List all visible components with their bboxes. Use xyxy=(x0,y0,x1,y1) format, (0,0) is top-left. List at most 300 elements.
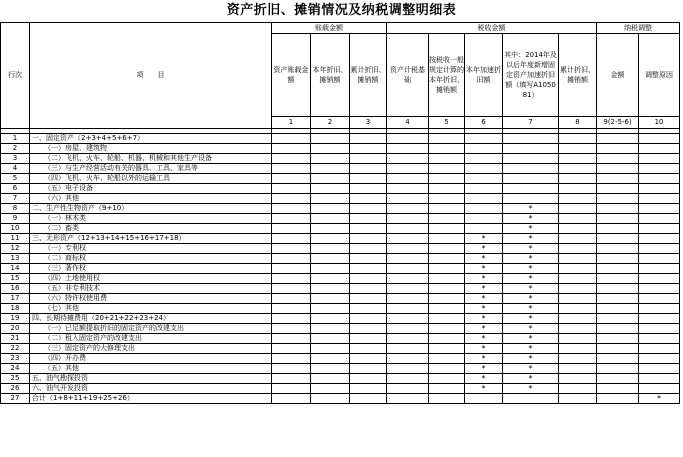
row-number: 11 xyxy=(1,234,30,244)
value-cell xyxy=(272,384,311,394)
value-cell xyxy=(639,284,680,294)
value-cell xyxy=(429,244,465,254)
value-cell xyxy=(559,384,597,394)
value-cell xyxy=(597,234,639,244)
value-cell xyxy=(465,164,503,174)
not-applicable-mark: * xyxy=(465,274,503,284)
value-cell xyxy=(387,344,429,354)
not-applicable-mark: * xyxy=(503,314,559,324)
value-cell xyxy=(597,344,639,354)
value-cell xyxy=(311,234,350,244)
value-cell xyxy=(429,144,465,154)
table-row xyxy=(1,204,680,214)
value-cell xyxy=(429,324,465,334)
value-cell xyxy=(559,134,597,144)
value-cell xyxy=(311,384,350,394)
value-cell xyxy=(639,134,680,144)
value-cell xyxy=(311,294,350,304)
value-cell xyxy=(350,134,387,144)
row-number: 27 xyxy=(1,394,30,404)
not-applicable-mark: * xyxy=(503,244,559,254)
row-label: （五）其他 xyxy=(30,364,272,374)
value-cell xyxy=(429,294,465,304)
column-number: 4 xyxy=(387,117,429,129)
value-cell xyxy=(272,364,311,374)
value-cell xyxy=(387,284,429,294)
value-cell xyxy=(272,304,311,314)
value-cell xyxy=(503,194,559,204)
value-cell xyxy=(639,254,680,264)
value-cell xyxy=(503,144,559,154)
row-label: 合计（1+8+11+19+25+26） xyxy=(30,394,272,404)
value-cell xyxy=(387,304,429,314)
value-cell xyxy=(387,394,429,404)
row-number: 12 xyxy=(1,244,30,254)
value-cell xyxy=(597,294,639,304)
value-cell xyxy=(429,284,465,294)
value-cell xyxy=(503,164,559,174)
value-cell xyxy=(350,284,387,294)
value-cell xyxy=(559,244,597,254)
value-cell xyxy=(597,154,639,164)
value-cell xyxy=(639,154,680,164)
row-label: （五）非专利技术 xyxy=(30,284,272,294)
table-row xyxy=(1,184,680,194)
value-cell xyxy=(429,354,465,364)
value-cell xyxy=(639,354,680,364)
value-cell xyxy=(272,234,311,244)
value-cell xyxy=(597,214,639,224)
value-cell xyxy=(639,244,680,254)
row-label: 五、油气勘探投资 xyxy=(30,374,272,384)
row-label: 三、无形资产（12+13+14+15+16+17+18） xyxy=(30,234,272,244)
value-cell xyxy=(429,364,465,374)
row-number: 7 xyxy=(1,194,30,204)
column-header: 本年折旧、摊销额 xyxy=(311,34,350,117)
value-cell xyxy=(311,254,350,264)
column-header: 累计折旧、摊销额 xyxy=(350,34,387,117)
value-cell xyxy=(350,384,387,394)
value-cell xyxy=(387,274,429,284)
column-header: 调整原因 xyxy=(639,34,680,117)
not-applicable-mark: * xyxy=(503,324,559,334)
not-applicable-mark: * xyxy=(465,264,503,274)
row-number: 15 xyxy=(1,274,30,284)
value-cell xyxy=(272,144,311,154)
value-cell xyxy=(429,314,465,324)
column-number: 10 xyxy=(639,117,680,129)
row-number: 6 xyxy=(1,184,30,194)
row-label: （四）土地使用权 xyxy=(30,274,272,284)
value-cell xyxy=(429,184,465,194)
not-applicable-mark: * xyxy=(503,294,559,304)
row-label: （四）开办费 xyxy=(30,354,272,364)
not-applicable-mark: * xyxy=(503,254,559,264)
value-cell xyxy=(559,184,597,194)
value-cell xyxy=(597,284,639,294)
table-row xyxy=(1,144,680,154)
value-cell xyxy=(272,354,311,364)
not-applicable-mark: * xyxy=(465,354,503,364)
value-cell xyxy=(311,174,350,184)
value-cell xyxy=(639,334,680,344)
value-cell xyxy=(350,274,387,284)
value-cell xyxy=(597,134,639,144)
value-cell xyxy=(350,364,387,374)
not-applicable-mark: * xyxy=(465,344,503,354)
value-cell xyxy=(639,164,680,174)
value-cell xyxy=(465,154,503,164)
table-row xyxy=(1,174,680,184)
value-cell xyxy=(311,144,350,154)
value-cell xyxy=(559,224,597,234)
table-row xyxy=(1,304,680,314)
row-label: （二）飞机、火车、轮船、机器、机械和其他生产设备 xyxy=(30,154,272,164)
value-cell xyxy=(597,374,639,384)
value-cell xyxy=(559,294,597,304)
value-cell xyxy=(559,174,597,184)
row-label: （二）畜类 xyxy=(30,224,272,234)
not-applicable-mark: * xyxy=(503,344,559,354)
not-applicable-mark: * xyxy=(465,284,503,294)
value-cell xyxy=(350,174,387,184)
value-cell xyxy=(429,274,465,284)
row-number: 26 xyxy=(1,384,30,394)
value-cell xyxy=(559,274,597,284)
value-cell xyxy=(272,224,311,234)
value-cell xyxy=(350,324,387,334)
value-cell xyxy=(465,214,503,224)
value-cell xyxy=(272,284,311,294)
value-cell xyxy=(350,154,387,164)
not-applicable-mark: * xyxy=(503,234,559,244)
value-cell xyxy=(350,354,387,364)
value-cell xyxy=(350,344,387,354)
value-cell xyxy=(559,364,597,374)
row-number: 25 xyxy=(1,374,30,384)
value-cell xyxy=(465,224,503,234)
value-cell xyxy=(311,274,350,284)
value-cell xyxy=(639,324,680,334)
value-cell xyxy=(639,184,680,194)
value-cell xyxy=(272,134,311,144)
value-cell xyxy=(429,154,465,164)
row-number: 3 xyxy=(1,154,30,164)
value-cell xyxy=(387,334,429,344)
row-label: 四、长期待摊费用（20+21+22+23+24） xyxy=(30,314,272,324)
value-cell xyxy=(387,374,429,384)
value-cell xyxy=(639,174,680,184)
value-cell xyxy=(559,304,597,314)
value-cell xyxy=(597,184,639,194)
value-cell xyxy=(465,144,503,154)
value-cell xyxy=(311,164,350,174)
value-cell xyxy=(597,204,639,214)
value-cell xyxy=(311,334,350,344)
not-applicable-mark: * xyxy=(639,394,680,404)
value-cell xyxy=(559,354,597,364)
not-applicable-mark: * xyxy=(465,294,503,304)
table-row xyxy=(1,214,680,224)
value-cell xyxy=(639,214,680,224)
not-applicable-mark: * xyxy=(503,264,559,274)
not-applicable-mark: * xyxy=(503,354,559,364)
value-cell xyxy=(272,274,311,284)
table-row xyxy=(1,274,680,284)
not-applicable-mark: * xyxy=(503,284,559,294)
value-cell xyxy=(429,214,465,224)
value-cell xyxy=(311,374,350,384)
row-label: （五）电子设备 xyxy=(30,184,272,194)
value-cell xyxy=(311,264,350,274)
row-label: （四）飞机、火车、轮船以外的运输工具 xyxy=(30,174,272,184)
row-label: 一、固定资产（2+3+4+5+6+7） xyxy=(30,134,272,144)
column-number: 7 xyxy=(503,117,559,129)
row-label: （一）专利权 xyxy=(30,244,272,254)
row-number: 17 xyxy=(1,294,30,304)
value-cell xyxy=(350,304,387,314)
value-cell xyxy=(272,254,311,264)
value-cell xyxy=(311,324,350,334)
value-cell xyxy=(387,174,429,184)
value-cell xyxy=(597,314,639,324)
row-number: 19 xyxy=(1,314,30,324)
value-cell xyxy=(429,254,465,264)
value-cell xyxy=(559,204,597,214)
not-applicable-mark: * xyxy=(503,224,559,234)
value-cell xyxy=(350,204,387,214)
value-cell xyxy=(350,224,387,234)
value-cell xyxy=(559,284,597,294)
value-cell xyxy=(311,364,350,374)
value-cell xyxy=(311,194,350,204)
row-number: 5 xyxy=(1,174,30,184)
value-cell xyxy=(311,394,350,404)
value-cell xyxy=(272,324,311,334)
value-cell xyxy=(559,394,597,404)
not-applicable-mark: * xyxy=(465,304,503,314)
row-number: 10 xyxy=(1,224,30,234)
value-cell xyxy=(639,204,680,214)
row-label: （六）其他 xyxy=(30,194,272,204)
not-applicable-mark: * xyxy=(503,364,559,374)
table-row xyxy=(1,354,680,364)
value-cell xyxy=(559,324,597,334)
table-row xyxy=(1,324,680,334)
value-cell xyxy=(597,384,639,394)
value-cell xyxy=(429,164,465,174)
not-applicable-mark: * xyxy=(465,254,503,264)
value-cell xyxy=(429,344,465,354)
value-cell xyxy=(311,284,350,294)
header-item: 项 目 xyxy=(30,23,272,129)
value-cell xyxy=(429,194,465,204)
value-cell xyxy=(387,204,429,214)
value-cell xyxy=(429,394,465,404)
table-row xyxy=(1,154,680,164)
row-label: （二）商标权 xyxy=(30,254,272,264)
value-cell xyxy=(272,154,311,164)
column-number: 5 xyxy=(429,117,465,129)
row-label: （三）著作权 xyxy=(30,264,272,274)
table-row xyxy=(1,374,680,384)
row-label: （三）固定资产的大修理支出 xyxy=(30,344,272,354)
value-cell xyxy=(350,184,387,194)
not-applicable-mark: * xyxy=(465,314,503,324)
value-cell xyxy=(387,184,429,194)
table-row xyxy=(1,164,680,174)
value-cell xyxy=(311,134,350,144)
table-row xyxy=(1,244,680,254)
row-number: 18 xyxy=(1,304,30,314)
value-cell xyxy=(639,194,680,204)
value-cell xyxy=(639,364,680,374)
column-number: 8 xyxy=(559,117,597,129)
row-label: （一）房屋、建筑物 xyxy=(30,144,272,154)
value-cell xyxy=(597,364,639,374)
value-cell xyxy=(639,144,680,154)
value-cell xyxy=(559,164,597,174)
row-label: （一）林木类 xyxy=(30,214,272,224)
value-cell xyxy=(311,184,350,194)
value-cell xyxy=(597,174,639,184)
value-cell xyxy=(387,264,429,274)
value-cell xyxy=(639,274,680,284)
value-cell xyxy=(350,264,387,274)
value-cell xyxy=(429,134,465,144)
column-header: 资产账载金额 xyxy=(272,34,311,117)
value-cell xyxy=(311,204,350,214)
row-number: 1 xyxy=(1,134,30,144)
not-applicable-mark: * xyxy=(503,334,559,344)
table-row xyxy=(1,394,680,404)
value-cell xyxy=(597,164,639,174)
row-number: 21 xyxy=(1,334,30,344)
value-cell xyxy=(597,304,639,314)
table-row xyxy=(1,254,680,264)
not-applicable-mark: * xyxy=(465,374,503,384)
value-cell xyxy=(639,294,680,304)
value-cell xyxy=(387,164,429,174)
column-header: 本年加速折旧额 xyxy=(465,34,503,117)
value-cell xyxy=(350,214,387,224)
value-cell xyxy=(465,394,503,404)
value-cell xyxy=(350,334,387,344)
value-cell xyxy=(503,134,559,144)
value-cell xyxy=(639,344,680,354)
value-cell xyxy=(272,264,311,274)
table-row xyxy=(1,264,680,274)
value-cell xyxy=(559,214,597,224)
value-cell xyxy=(272,294,311,304)
table-row xyxy=(1,234,680,244)
value-cell xyxy=(503,184,559,194)
not-applicable-mark: * xyxy=(503,384,559,394)
table-row xyxy=(1,364,680,374)
not-applicable-mark: * xyxy=(503,214,559,224)
value-cell xyxy=(503,174,559,184)
value-cell xyxy=(387,134,429,144)
not-applicable-mark: * xyxy=(465,334,503,344)
value-cell xyxy=(559,254,597,264)
row-label: （二）租入固定资产的改建支出 xyxy=(30,334,272,344)
value-cell xyxy=(311,344,350,354)
value-cell xyxy=(465,194,503,204)
column-header: 累计折旧、摊销额 xyxy=(559,34,597,117)
value-cell xyxy=(429,224,465,234)
row-number: 14 xyxy=(1,264,30,274)
value-cell xyxy=(350,194,387,204)
value-cell xyxy=(387,194,429,204)
header-row-no: 行次 xyxy=(1,23,30,129)
value-cell xyxy=(272,374,311,384)
column-number: 1 xyxy=(272,117,311,129)
not-applicable-mark: * xyxy=(503,374,559,384)
value-cell xyxy=(350,254,387,264)
row-label: 六、油气开发投资 xyxy=(30,384,272,394)
not-applicable-mark: * xyxy=(465,324,503,334)
value-cell xyxy=(559,234,597,244)
table-row xyxy=(1,384,680,394)
header-group-book: 账载金额 xyxy=(272,23,387,34)
value-cell xyxy=(272,244,311,254)
value-cell xyxy=(350,244,387,254)
column-number: 3 xyxy=(350,117,387,129)
value-cell xyxy=(387,234,429,244)
value-cell xyxy=(272,164,311,174)
row-number: 23 xyxy=(1,354,30,364)
value-cell xyxy=(429,304,465,314)
value-cell xyxy=(597,144,639,154)
value-cell xyxy=(311,224,350,234)
value-cell xyxy=(465,204,503,214)
value-cell xyxy=(639,384,680,394)
not-applicable-mark: * xyxy=(465,364,503,374)
value-cell xyxy=(503,394,559,404)
value-cell xyxy=(387,244,429,254)
value-cell xyxy=(559,264,597,274)
row-label: （六）特许权使用费 xyxy=(30,294,272,304)
row-number: 24 xyxy=(1,364,30,374)
value-cell xyxy=(387,224,429,234)
value-cell xyxy=(597,274,639,284)
value-cell xyxy=(597,194,639,204)
value-cell xyxy=(559,374,597,384)
column-header: 资产计税基础 xyxy=(387,34,429,117)
value-cell xyxy=(503,154,559,164)
value-cell xyxy=(559,314,597,324)
row-number: 22 xyxy=(1,344,30,354)
value-cell xyxy=(272,314,311,324)
value-cell xyxy=(597,254,639,264)
value-cell xyxy=(639,234,680,244)
value-cell xyxy=(272,204,311,214)
value-cell xyxy=(387,254,429,264)
value-cell xyxy=(559,144,597,154)
value-cell xyxy=(559,154,597,164)
not-applicable-mark: * xyxy=(465,234,503,244)
not-applicable-mark: * xyxy=(465,244,503,254)
value-cell xyxy=(387,354,429,364)
value-cell xyxy=(350,234,387,244)
value-cell xyxy=(559,194,597,204)
value-cell xyxy=(597,394,639,404)
value-cell xyxy=(639,314,680,324)
not-applicable-mark: * xyxy=(503,274,559,284)
table-row xyxy=(1,224,680,234)
value-cell xyxy=(311,314,350,324)
table-row xyxy=(1,134,680,144)
